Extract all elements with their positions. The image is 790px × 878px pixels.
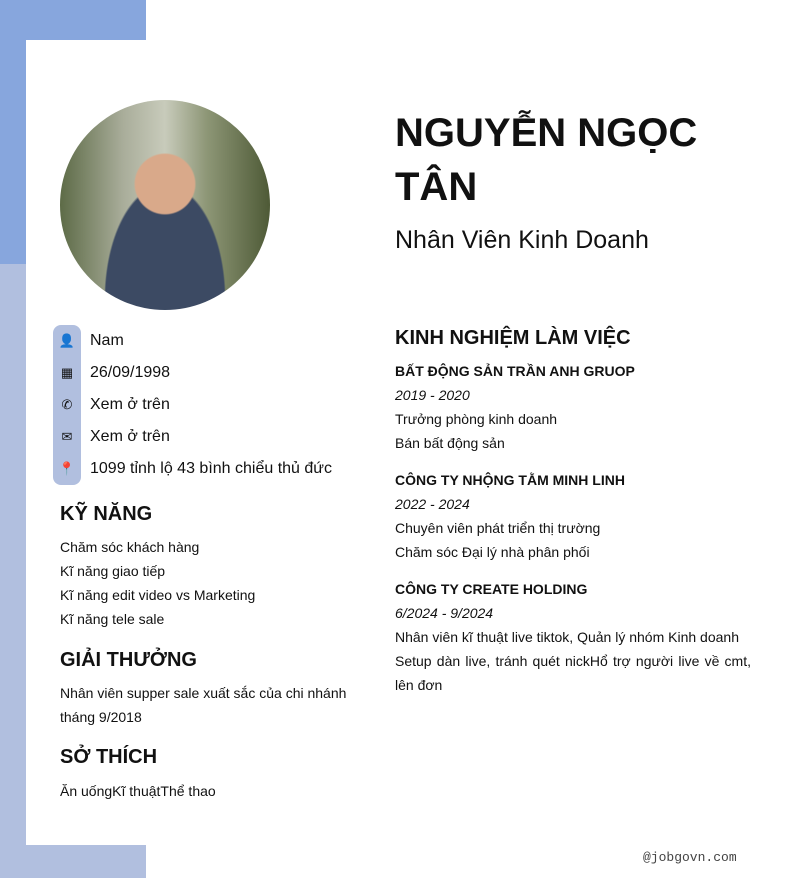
job-line: Nhân viên kĩ thuật live tiktok, Quản lý nhóm Kinh doanh [395,629,739,645]
job-title: Nhân Viên Kinh Doanh [395,226,649,254]
person-icon: 👤 [58,333,76,348]
footer-watermark: @jobgovn.com [643,850,737,865]
job-entry [395,468,751,564]
info-email: ✉ Xem ở trên [53,421,332,453]
personal-info [53,325,332,485]
job-line: Bán bất động sản [395,435,505,451]
mail-icon: ✉ [61,429,73,444]
skill-item: Kĩ năng edit video vs Marketing [60,587,256,603]
awards-text: Nhân viên supper sale xuất sắc của chi nhánh tháng 9/2018 [60,685,347,725]
hobbies-heading: SỞ THÍCH [60,746,158,768]
job-line: Chuyên viên phát triển thị trường [395,520,601,536]
skills-list [60,535,360,631]
full-name: NGUYỄN NGỌC TÂN [395,111,698,209]
job-line: Trưởng phòng kinh doanh [395,411,558,427]
job-company: CÔNG TY CREATE HOLDING [395,581,588,597]
info-phone: ✆ Xem ở trên [53,389,332,421]
skill-item: Chăm sóc khách hàng [60,539,200,555]
job-period: 2019 - 2020 [395,387,470,403]
experience-list [395,359,751,710]
job-company: BẤT ĐỘNG SẢN TRẦN ANH GRUOP [395,363,635,379]
awards-heading: GIẢI THƯỞNG [60,649,197,671]
job-period: 6/2024 - 9/2024 [395,605,494,621]
info-birthday: ▦ 26/09/1998 [53,357,332,389]
location-icon: 📍 [58,461,76,476]
job-company: CÔNG TY NHỘNG TẰM MINH LINH [395,472,625,488]
job-line: Chăm sóc Đại lý nhà phân phối [395,544,590,560]
info-gender: 👤 Nam [53,325,332,357]
profile-photo [60,100,270,310]
hobbies-text: Ăn uốngKĩ thuậtThể thao [60,783,216,799]
skill-item: Kĩ năng giao tiếp [60,563,166,579]
skills-heading: KỸ NĂNG [60,503,153,525]
job-period: 2022 - 2024 [395,496,470,512]
job-line: Setup dàn live, tránh quét nickHổ trợ người live về cmt, lên đơn [395,653,751,693]
job-entry [395,359,751,455]
info-address: 📍 1099 tỉnh lộ 43 bình chiểu thủ đức [53,453,332,485]
job-entry [395,577,751,697]
calendar-icon: ▦ [60,365,74,380]
skill-item: Kĩ năng tele sale [60,611,165,627]
experience-heading: KINH NGHIỆM LÀM VIỆC [395,327,631,349]
phone-icon: ✆ [61,397,73,412]
